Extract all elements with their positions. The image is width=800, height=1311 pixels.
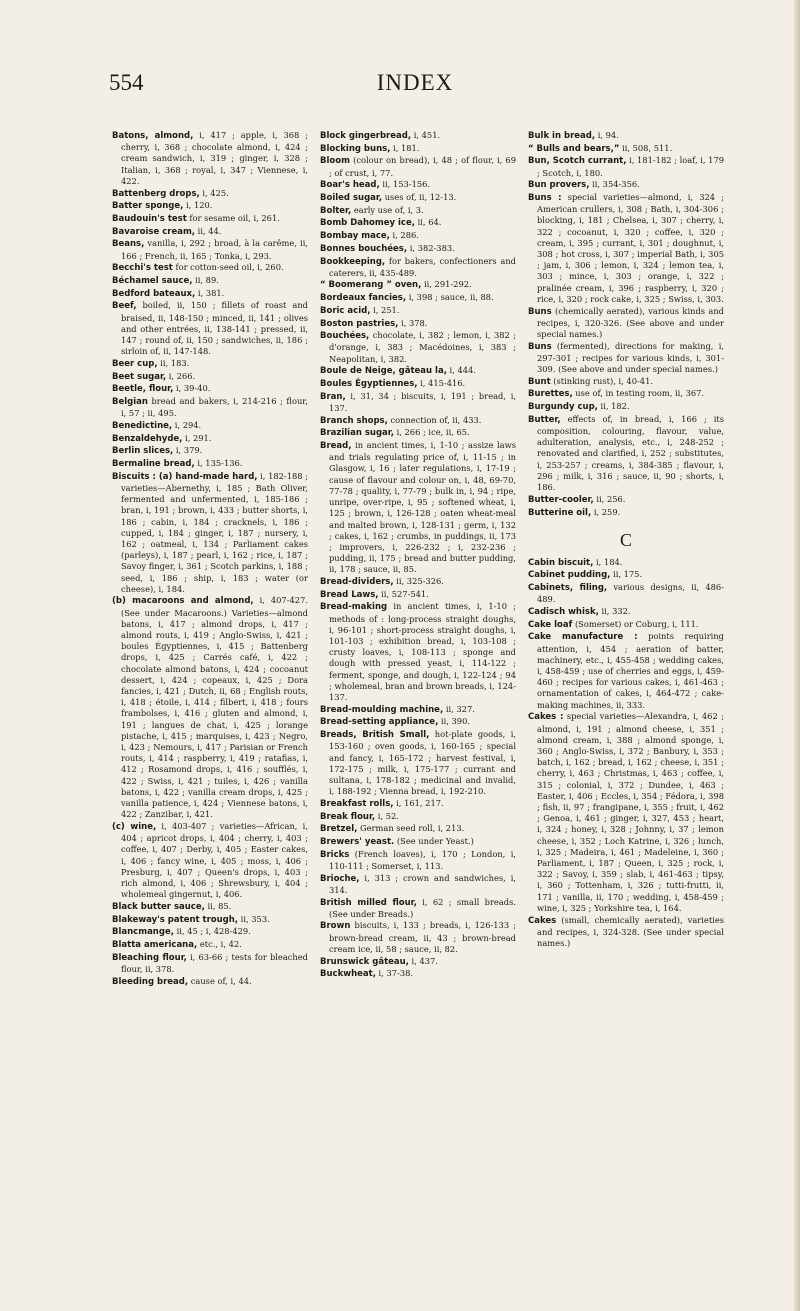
entry-headword: Cadisch whisk,	[528, 607, 599, 618]
index-entry	[528, 192, 724, 305]
index-entry	[320, 601, 516, 703]
entry-headword: Becchi's test	[112, 263, 173, 274]
entry-headword: Bedford bateaux,	[112, 288, 196, 299]
entry-references: special varieties—almond, i, 324 ; American crullers, i, 308 ; Bath, i, 304-306 ; blocking, i, 181 ; Chelsea, i, 307 ; cherry, i, 322 ; cocoanut, i, 320 ; coffee, i, 320 ; cream, i, 395 ; currant, i, 301 ; doughnut, i, 308 ; hot cross, i, 307 ; imperial Bath, i, 305 ; jam, i, 306 ; lemon, i, 324 ; lemon tea, i, 303 ; mince, i, 303 ; orange, i, 322 ; pralinée cream, i, 396 ; raspberry, i, 320 ; rice, i, 320 ; rock cake, i, 325 ; Swiss, i, 303.	[537, 192, 724, 304]
entry-headword: Benedictine,	[112, 420, 173, 431]
entry-references: biscuits, i, 133 ; breads, i, 126-133 ; brown-bread cream, ii, 43 ; brown-bread cream ice, ii, 58 ; sauce, ii, 82.	[329, 920, 516, 954]
index-entry	[112, 445, 308, 457]
entry-references: etc., i, 42.	[197, 939, 242, 950]
index-entry	[528, 507, 724, 519]
entry-references: effects of, in bread, i, 166 ; its composition, colouring, flavour, value, adulteration, analysis, etc., i, 248-252 ; renovated and clarified, i, 252 ; substitutes, i, 253-257 ; creams, i, 384-385 ; flavour, i, 296 ; milk, i, 316 ; sauce, ii, 90 ; shorts, i, 186.	[537, 413, 724, 493]
index-entry	[528, 143, 724, 155]
index-entry	[112, 371, 308, 383]
entry-references: i, 381.	[195, 287, 225, 298]
index-entry	[320, 849, 516, 872]
entry-headword: Batter sponge,	[112, 201, 184, 212]
index-entry	[320, 230, 516, 242]
entry-references: hot-plate goods, i, 153-160 ; oven goods, i, 160-165 ; special and fancy, i, 165-172 ; harvest festival, i, 172-175 ; milk, i, 175-177 ; currant and sultana, i, 178-182 ; medicinal and invalid, i, 188-192 ; Vienna bread, i, 192-210.	[329, 729, 516, 797]
entry-references: (French loaves), i, 170 ; London, i, 110-111 ; Somerset, i, 113.	[329, 848, 516, 871]
entry-references: ii, 354-356.	[589, 179, 640, 190]
entry-headword: Bonnes bouchées,	[320, 243, 408, 254]
entry-headword: Berlin slices,	[112, 446, 174, 457]
index-entry	[528, 569, 724, 581]
entry-references: i, 52.	[375, 810, 399, 821]
entry-headword: Break flour,	[320, 811, 376, 822]
index-entry	[112, 939, 308, 951]
entry-references: i, 417 ; apple, i, 368 ; cherry, i, 368 ; chocolate almond, i, 424 ; cream sandwich, i, 319 ; ginger, i, 328 ; Italian, i, 368 ; royal, i, 347 ; Viennese, i, 422.	[121, 130, 308, 186]
entry-references: (See under Yeast.)	[394, 835, 474, 846]
entry-headword: Bleaching flour,	[112, 952, 187, 963]
entry-headword: Beet sugar,	[112, 371, 167, 382]
index-entry	[320, 179, 516, 191]
index-entry	[320, 155, 516, 178]
entry-references: (fermented), directions for making, i, 297-301 ; recipes for various kinds, i, 301-309. (See above and under special names.)	[537, 340, 724, 375]
index-entry	[320, 305, 516, 317]
entry-references: ii, 327.	[443, 703, 475, 714]
index-entry	[320, 143, 516, 155]
entry-references: i, 37-38.	[375, 968, 414, 979]
entry-headword: Beef,	[112, 301, 137, 312]
entry-references: ii, 85.	[204, 900, 232, 911]
entry-references: i, 266 ; ice, ii, 65.	[393, 427, 470, 438]
index-entry	[320, 279, 516, 291]
index-entry	[528, 179, 724, 191]
entry-references: i, 135-136.	[194, 457, 243, 468]
entry-headword: Bavaroise cream,	[112, 226, 196, 237]
entry-headword: Block gingerbread,	[320, 131, 412, 141]
entry-headword: Boules Égyptiennes,	[320, 379, 418, 390]
entry-references: i, 398 ; sauce, ii, 88.	[406, 292, 494, 303]
entry-references: ii, 291-292.	[421, 279, 472, 290]
index-entry	[320, 576, 516, 588]
index-entry	[320, 292, 516, 304]
entry-references: various designs, ii, 486-489.	[537, 582, 724, 605]
index-entry	[528, 401, 724, 413]
index-entry	[528, 606, 724, 618]
entry-headword: Bordeaux fancies,	[320, 293, 407, 304]
entry-headword: Bran,	[320, 391, 346, 402]
index-entry	[528, 341, 724, 376]
index-entry	[320, 897, 516, 920]
entry-headword: Branch shops,	[320, 415, 388, 426]
index-entry	[112, 433, 308, 445]
index-entry	[112, 976, 308, 988]
entry-references: i, 291.	[182, 432, 212, 443]
index-entry	[320, 440, 516, 575]
entry-references: uses of, ii, 12-13.	[382, 192, 457, 203]
entry-references: in ancient times, i, 1-10 ; assize laws and trials regulating price of, i, 11-15 ; in Glasgow, i, 16 ; later regulations, i, 17-19 ; cause of flavour and colour on, i, 48, 69-70, 77-78 ; quality, i, 77-79 ; bulk in, i, 94 ; ripe, unripe, over-ripe, i, 95 ; softened wheat, i, 125 ; brown, i, 126-128 ; oaten wheat-meal and malted brown, i, 128-131 ; germ, i, 132 ; cakes, i, 162 ; crumbs, in puddings, ii, 173 ; improvers, i, 226-232 ; i, 232-236 ; pudding, ii, 175 ; bread and butter pudding, ii, 178 ; sauce, ii, 85.	[329, 440, 516, 575]
entry-headword: Boston pastries,	[320, 318, 399, 329]
entry-references: ii, 153-156.	[379, 179, 431, 190]
entry-headword: Batons, almond,	[112, 131, 194, 141]
entry-headword: Boule de Neige, gâteau la,	[320, 366, 447, 377]
entry-headword: Bookkeeping,	[320, 256, 386, 267]
entry-references: ii, 527-541.	[378, 588, 429, 599]
entry-headword: Beer cup,	[112, 358, 158, 369]
page-title: INDEX	[376, 70, 454, 95]
index-entry	[112, 188, 308, 200]
index-entry	[320, 365, 516, 377]
entry-headword: Bulk in bread,	[528, 131, 596, 141]
index-entry	[320, 968, 516, 980]
entry-headword: Beetle, flour,	[112, 384, 174, 395]
entry-headword: Bloom	[320, 156, 350, 167]
index-entry	[112, 383, 308, 395]
entry-references: ii, 325-326.	[393, 576, 444, 587]
entry-headword: Black butter sauce,	[112, 901, 205, 912]
index-entry	[320, 256, 516, 279]
index-entry	[112, 300, 308, 357]
entry-headword: Blocking buns,	[320, 143, 391, 154]
index-entry	[320, 130, 516, 142]
entry-references: i, 161, 217.	[393, 797, 444, 808]
entry-headword: Blatta americana,	[112, 940, 198, 951]
entry-references: i, 182-188 ; varieties—Abernethy, i, 185 ; Bath Oliver, fermented and unfermented, i, 185-186 ; bran, i, 191 ; brown, i, 433 ; butter shorts, i, 186 ; cabin, i, 184 ; cracknels, i, 186 ; cupped, i, 184 ; ginger, i, 187 ; nursery, i, 162 ; oatmeal, i, 134 ; Parliament cakes (parleys), i, 187 ; pearl, i, 162 ; rice, i, 187 ; Savoy finger, i, 361 ; Scotch parkins, i, 188 ; seed, i, 186 ; ship, i, 183 ; water (or cheese), i, 184.	[121, 470, 308, 594]
entry-references: i, 313 ; crown and sandwiches, i, 314.	[329, 872, 516, 895]
entry-headword: “ Boomerang ” oven,	[320, 280, 422, 291]
entry-headword: Battenberg drops,	[112, 188, 200, 199]
entry-references: i, 379.	[173, 445, 203, 456]
entry-references: special varieties—Alexandra, i, 462 ; almond, i, 191 ; almond cheese, i, 351 ; almond cream, i, 388 ; almond sponge, i, 360 ; Anglo-Swiss, i, 372 ; Banbury, i, 353 ; batch, i, 162 ; bread, i, 162 ; cheese, i, 351 ; cherry, i, 463 ; Christmas, i, 463 ; coffee, i, 315 ; colonial, i, 372 ; Dundee, i, 463 ; Easter, i, 406 ; Eccles, i, 354 ; Fédora, i, 398 ; fish, ii, 97 ; frangipane, i, 355 ; fruit, i, 462 ; Genoa, i, 461 ; ginger, i, 327, 453 ; heart, i, 324 ; honey, i, 328 ; Johnny, i, 37 ; lemon cheese, i, 352 ; Loch Katrine, i, 326 ; lunch, i, 325 ; Madeira, i, 461 ; Madeleine, i, 360 ; Parliament, i, 187 ; Queen, i, 325 ; rock, i, 322 ; Savoy, i, 359 ; slab, i, 461-463 ; tipsy, i, 360 ; Tottenham, i, 326 ; tutti-frutti, ii, 171 ; vanilla, ii, 170 ; wedding, i, 458-459 ; wine, i, 325 ; Yorkshire tea, i, 164.	[537, 711, 724, 913]
entry-headword: Butter,	[528, 414, 561, 425]
index-entry	[112, 238, 308, 261]
entry-references: i, 444.	[446, 365, 476, 376]
entry-references: ii, 175.	[610, 569, 643, 580]
entry-headword: Burettes,	[528, 389, 573, 400]
entry-headword: (b) macaroons and almond,	[112, 596, 254, 607]
index-entry	[528, 631, 724, 710]
entry-references: i, 62 ; small breads. (See under Breads.)	[329, 896, 516, 919]
index-entry	[528, 306, 724, 341]
index-entry	[320, 873, 516, 896]
index-entry	[112, 226, 308, 238]
entry-headword: Bomb Dahomey ice,	[320, 218, 415, 229]
entry-headword: Bouchées,	[320, 331, 370, 342]
entry-headword: Brunswick gâteau,	[320, 956, 409, 967]
entry-headword: Beans,	[112, 239, 145, 250]
entry-references: ii, 89.	[192, 274, 219, 285]
index-entry	[320, 378, 516, 390]
entry-references: i, 415-416.	[417, 378, 466, 389]
entry-headword: Bread-setting appliance,	[320, 717, 439, 728]
entry-headword: Bread-moulding machine,	[320, 704, 444, 715]
index-entry	[112, 288, 308, 300]
index-entry	[112, 358, 308, 370]
index-entry	[112, 458, 308, 470]
entry-references: (stinking rust), i, 40-41.	[550, 375, 653, 386]
entry-headword: Benzaldehyde,	[112, 433, 183, 444]
entry-references: (chemically aerated), various kinds and recipes, i, 320-326. (See above and under special names.)	[537, 305, 724, 339]
entry-headword: Bun, Scotch currant,	[528, 156, 627, 167]
entry-references: ii, 44.	[195, 225, 222, 236]
index-entry	[112, 901, 308, 913]
index-entry	[112, 396, 308, 419]
entry-references: ii, 183.	[157, 357, 190, 368]
entry-headword: Breads, British Small,	[320, 730, 430, 741]
entry-headword: Brazilian sugar,	[320, 428, 394, 439]
entry-headword: Boar's head,	[320, 180, 380, 191]
index-entry	[528, 711, 724, 914]
entry-headword: Blakeway's patent trough,	[112, 914, 239, 925]
index-entry	[112, 595, 308, 820]
index-entry	[528, 155, 724, 178]
index-entry	[528, 388, 724, 400]
index-entry	[320, 956, 516, 968]
entry-references: i, 425.	[199, 187, 229, 198]
entry-headword: Bread Laws,	[320, 589, 379, 600]
entry-headword: (c) wine,	[112, 821, 157, 832]
index-column-3	[528, 130, 724, 1300]
entry-headword: Boric acid,	[320, 305, 371, 316]
entry-references: i, 266.	[166, 370, 196, 381]
entry-headword: Bretzel,	[320, 824, 358, 835]
index-entry	[320, 823, 516, 835]
entry-references: i, 39-40.	[173, 383, 211, 394]
section-letter: C	[619, 529, 632, 550]
index-entry	[528, 582, 724, 605]
entry-references: i, 259.	[591, 506, 621, 517]
entry-headword: Bermaline bread,	[112, 458, 195, 469]
entry-references: i, 407-427. (See under Macaroons.) Varieties—almond batons, i, 417 ; almond drops, i, 417 ; almond routs, i, 419 ; Anglo-Swiss, i, 421 ; boules Égyptiennes, i, 415 ; Battenberg drops, i, 425 ; Carrés café, i, 422 ; chocolate almond batons, i, 424 ; cocoanut dessert, i, 424 ; copeaux, i, 425 ; Dora fancies, i, 421 ; Dutch, ii, 68 ; English routs, i, 418 ; étoile, i, 414 ; filbert, i, 418 ; fours frambolses, i, 416 ; gluten and almond, i, 191 ; langues de chat, i, 425 ; lorange pistache, i, 415 ; marquises, i, 423 ; Negro, i, 423 ; Nemours, i, 417 ; Parisian or French routs, i, 414 ; raspberry, i, 419 ; ratafias, i, 412 ; Rosamond drops, i, 416 ; soufflés, i, 422 ; Swiss, i, 421 ; tuiles, i, 426 ; vanilla batons, i, 422 ; vanilla cream drops, i, 425 ; vanilla patience, i, 424 ; Viennese batons, i, 422 ; Zanzibar, i, 421.	[121, 595, 308, 820]
entry-references: i, 31, 34 ; biscuits, i, 191 ; bread, i, 137.	[329, 390, 516, 413]
entry-references: (colour on bread), i, 48 ; of flour, i, 69 ; of crust, i, 77.	[329, 155, 516, 178]
entry-headword: Baudouin's test	[112, 213, 187, 224]
entry-headword: Brioche,	[320, 873, 360, 884]
entry-headword: Cabin biscuit,	[528, 557, 594, 568]
entry-references: early use of, i, 3.	[351, 204, 424, 215]
index-entry	[320, 205, 516, 217]
index-entry	[320, 836, 516, 848]
index-entry	[528, 130, 724, 142]
entry-references: i, 286.	[389, 230, 419, 241]
entry-references: i, 251.	[370, 304, 400, 315]
entry-headword: Bread-dividers,	[320, 577, 394, 588]
entry-references: i, 378.	[398, 317, 428, 328]
entry-references: i, 403-407 ; varieties—African, i, 404 ; apricot drops, i, 404 ; cherry, i, 403 ; coffee, i, 407 ; Derby, i, 405 ; Easter cakes, i, 406 ; fancy wine, i, 405 ; moss, i, 406 ; Presburg, i, 407 ; Queen's drops, i, 403 ; rich almond, i, 406 ; Shrewsbury, i, 404 ; wholemeal gingernut, i, 406.	[121, 820, 308, 900]
index-column-2	[320, 130, 516, 1300]
entry-headword: Buns :	[528, 193, 562, 204]
entry-references: ii, 45 ; i, 428-429.	[173, 926, 251, 937]
index-entry	[320, 391, 516, 414]
index-entry	[112, 952, 308, 975]
index-entry	[112, 914, 308, 926]
entry-references: i, 181.	[390, 142, 420, 153]
entry-headword: Bread-making	[320, 602, 388, 613]
entry-headword: Béchamel sauce,	[112, 275, 193, 286]
entry-headword: Butterine oil,	[528, 507, 592, 518]
entry-references: (Somerset) or Coburg, i, 111.	[572, 618, 699, 629]
entry-headword: Cabinets, filing,	[528, 583, 608, 594]
index-entry	[528, 915, 724, 950]
entry-headword: Breakfast rolls,	[320, 798, 394, 809]
index-entry	[320, 811, 516, 823]
entry-references: for cotton-seed oil, i, 260.	[172, 262, 284, 273]
entry-references: boiled, ii, 150 ; fillets of roast and braised, ii, 148-150 ; minced, ii, 141 ; olives and other entrées, ii, 138-141 ; pressed, ii, 147 ; round of, ii, 150 ; sandwiches, ii, 186 ; sirloin of, ii, 147-148.	[121, 300, 308, 357]
entry-references: chocolate, i, 382 ; lemon, i, 382 ; d'orange, i, 383 ; Macédoines, i, 383 ; Neapolitan, i, 382.	[329, 330, 516, 364]
index-entry	[528, 619, 724, 631]
entry-references: use of, in testing room, ii, 367.	[572, 388, 705, 399]
entry-headword: Butter-cooler,	[528, 494, 594, 505]
entry-references: in ancient times, i, 1-10 ; methods of : long-process straight doughs, i, 96-101 ; short-process straight doughs, i, 101-103 ; exhibition bread, i, 103-108 ; crusty loaves, i, 108-113 ; sponge and dough with pressed yeast, i, 114-122 ; ferment, sponge, and dough, i, 122-124 ; 94 ; wholemeal, bran and brown breads, i, 124-137.	[329, 601, 516, 703]
entry-headword: Boiled sugar,	[320, 193, 383, 204]
index-columns	[112, 130, 724, 1300]
index-entry	[320, 798, 516, 810]
entry-headword: Blancmange,	[112, 927, 174, 938]
index-entry	[320, 704, 516, 716]
entry-headword: Belgian	[112, 396, 148, 407]
index-entry	[112, 275, 308, 287]
entry-references: i, 437.	[408, 955, 438, 966]
entry-headword: Bolter,	[320, 205, 352, 216]
entry-references: for bakers, confectioners and caterers, ii, 435-489.	[329, 255, 516, 278]
index-entry	[320, 330, 516, 365]
entry-references: i, 294.	[172, 419, 202, 430]
entry-references: i, 451.	[411, 130, 441, 140]
entry-headword: Bricks	[320, 849, 350, 860]
entry-references: (small, chemically aerated), varieties and recipes, i, 324-328. (See under special names.)	[537, 914, 724, 948]
index-column-1	[112, 130, 308, 1300]
index-entry	[112, 262, 308, 274]
index-entry	[528, 414, 724, 493]
entry-references: bread and bakers, i, 214-216 ; flour, i, 57 ; ii, 495.	[121, 395, 308, 419]
index-entry	[112, 200, 308, 212]
entry-headword: Cake manufacture :	[528, 632, 638, 643]
entry-headword: Brown	[320, 921, 351, 932]
page-number: 554	[109, 70, 144, 95]
entry-references: ii, 64.	[414, 217, 442, 228]
entry-references: ii, 508, 511.	[619, 142, 673, 153]
entry-headword: Bun provers,	[528, 180, 590, 191]
index-entry	[320, 729, 516, 797]
index-entry	[528, 494, 724, 506]
index-entry	[112, 821, 308, 900]
entry-references: vanilla, i, 292 ; broad, à la carême, ii, 166 ; French, ii, 165 ; Tonka, i, 293.	[121, 238, 308, 261]
entry-headword: Bleeding bread,	[112, 976, 189, 987]
index-entry	[320, 716, 516, 728]
entry-references: i, 94.	[595, 130, 619, 140]
index-entry	[320, 217, 516, 229]
entry-headword: Buns	[528, 306, 552, 317]
entry-references: i, 382-383.	[407, 242, 455, 253]
page-header	[109, 70, 721, 110]
index-entry	[320, 243, 516, 255]
entry-references: ii, 353.	[238, 913, 270, 924]
index-entry	[528, 376, 724, 388]
index-entry	[320, 427, 516, 439]
entry-references: for sesame oil, i, 261.	[186, 212, 280, 223]
index-entry	[112, 213, 308, 225]
index-entry	[320, 589, 516, 601]
entry-references: ii, 182.	[597, 401, 630, 412]
index-entry	[320, 920, 516, 955]
index-entry	[112, 420, 308, 432]
index-entry	[320, 192, 516, 204]
entry-references: points requiring attention, i, 454 ; aeration of batter, machinery, etc., i, 455-458 ; wedding cakes, i, 458-459 ; use of cherries and eggs, i, 459-460 ; recipes for various cakes, i, 461-463 ; ornamentation of cakes, i, 464-472 ; cake-making machines, ii, 333.	[537, 631, 724, 710]
index-entry	[320, 415, 516, 427]
entry-references: connection of, ii, 433.	[387, 414, 482, 425]
index-entry	[320, 318, 516, 330]
entry-headword: Cake loaf	[528, 619, 573, 630]
entry-headword: “ Bulls and bears,”	[528, 143, 620, 154]
entry-headword: British milled flour,	[320, 897, 417, 908]
entry-headword: Buckwheat,	[320, 969, 376, 980]
entry-references: ii, 256.	[593, 493, 626, 504]
entry-headword: Bread,	[320, 441, 352, 452]
entry-headword: Buns	[528, 341, 552, 352]
entry-headword: Bombay mace,	[320, 231, 390, 242]
entry-references: ii, 390.	[438, 716, 470, 727]
entry-references: German seed roll, i, 213.	[357, 823, 465, 834]
entry-headword: Burgundy cup,	[528, 402, 598, 413]
entry-headword: Brewers' yeast.	[320, 836, 395, 847]
index-entry	[112, 926, 308, 938]
page-edge	[794, 0, 800, 1311]
entry-references: i, 120.	[183, 200, 213, 211]
entry-headword: Biscuits : (a) hand-made hard,	[112, 471, 258, 482]
entry-headword: Cakes	[528, 915, 557, 926]
entry-references: i, 63-66 ; tests for bleached flour, ii, 378.	[121, 951, 308, 974]
entry-headword: Cabinet pudding,	[528, 570, 611, 581]
entry-references: cause of, i, 44.	[188, 975, 252, 986]
index-entry	[528, 557, 724, 569]
entry-references: i, 184.	[593, 556, 623, 567]
entry-headword: Bunt	[528, 376, 551, 387]
entry-references: ii, 332.	[598, 606, 631, 617]
index-entry	[112, 130, 308, 187]
index-entry	[112, 471, 308, 595]
entry-references: i, 181-182 ; loaf, i, 179 ; Scotch, i, 180.	[537, 155, 724, 178]
entry-headword: Cakes :	[528, 712, 564, 723]
